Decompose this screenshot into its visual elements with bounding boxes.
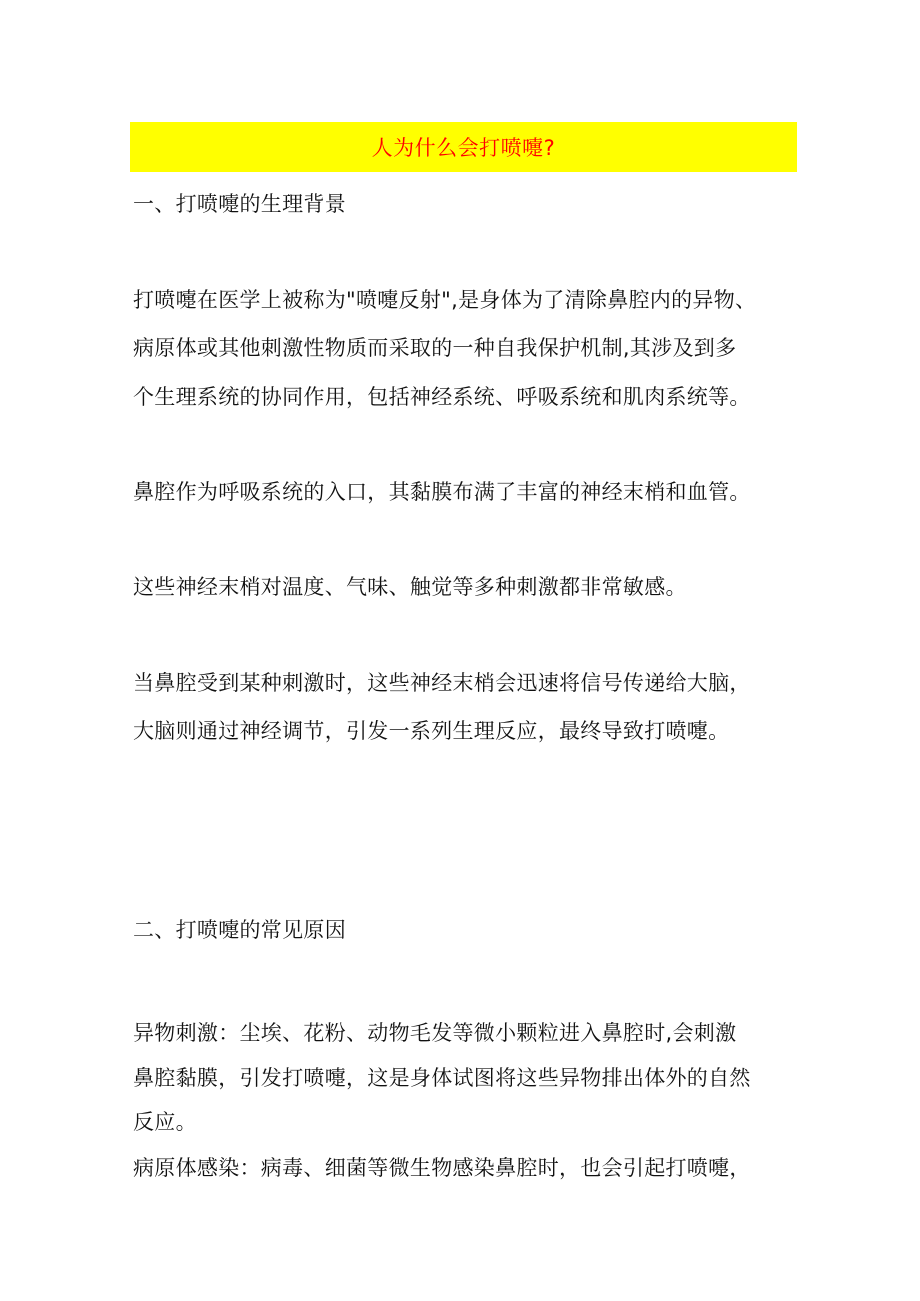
section2-heading: 二、打喷嚏的常见原因 xyxy=(133,918,346,942)
paragraph-line: 鼻腔黏膜，引发打喷嚏，这是身体试图将这些异物排出体外的自然 xyxy=(133,1066,751,1090)
paragraph-line: 异物刺激：尘埃、花粉、动物毛发等微小颗粒进入鼻腔时,会刺激 xyxy=(133,1021,737,1045)
section1-heading: 一、打喷嚏的生理背景 xyxy=(133,192,346,216)
paragraph-line: 个生理系统的协同作用，包括神经系统、呼吸系统和肌肉系统等。 xyxy=(133,385,751,409)
title-banner xyxy=(130,122,797,172)
paragraph-line: 打喷嚏在医学上被称为"喷嚏反射",是身体为了清除鼻腔内的异物、 xyxy=(133,288,757,312)
paragraph-line: 鼻腔作为呼吸系统的入口，其黏膜布满了丰富的神经末梢和血管。 xyxy=(133,480,751,504)
paragraph-line: 大脑则通过神经调节，引发一系列生理反应，最终导致打喷嚏。 xyxy=(133,719,730,743)
document-title: 人为什么会打喷嚏? xyxy=(371,136,556,160)
paragraph-line: 反应。 xyxy=(133,1110,197,1134)
paragraph-line: 病原体感染：病毒、细菌等微生物感染鼻腔时，也会引起打喷嚏， xyxy=(133,1156,751,1180)
paragraph-line: 当鼻腔受到某种刺激时，这些神经末梢会迅速将信号传递给大脑， xyxy=(133,671,751,695)
paragraph-line: 病原体或其他刺激性物质而采取的一种自我保护机制,其涉及到多 xyxy=(133,336,737,360)
paragraph-line: 这些神经末梢对温度、气味、触觉等多种刺激都非常敏感。 xyxy=(133,575,687,599)
